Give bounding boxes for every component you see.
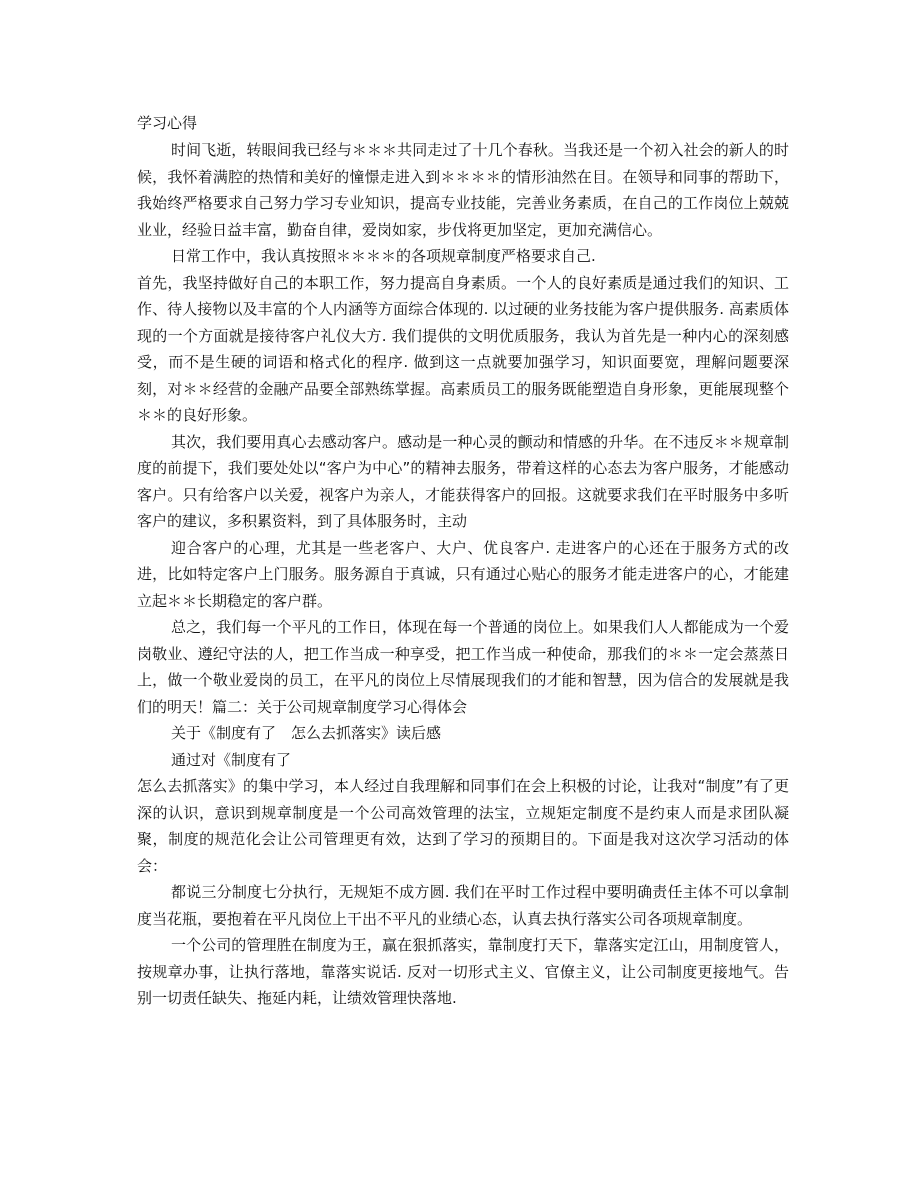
paragraph-5: 迎合客户的心理，尤其是一些老客户、大户、优良客户. 走进客户的心还在于服务方式的改进，比如特定客户上门服务。服务源自于真诚，只有通过心贴心的服务才能走进客户的心，才能建立起＊＊长期稳定的客户群。 xyxy=(137,538,789,610)
document-title: 学习心得 xyxy=(137,114,198,132)
document-body xyxy=(137,111,789,1012)
paragraph-10: 都说三分制度七分执行，无规矩不成方圆. 我们在平时工作过程中要明确责任主体不可以拿制度当花瓶，要抱着在平凡岗位上干出不平凡的业绩心态，认真去执行落实公司各项规章制度。 xyxy=(137,883,789,928)
paragraph-7: 关于《制度有了 怎么去抓落实》读后感 xyxy=(171,724,442,742)
paragraph-6: 总之，我们每一个平凡的工作日，体现在每一个普通的岗位上。如果我们人人都能成为一个爱岗敬业、遵纪守法的人，把工作当成一种享受，把工作当成一种使命，那我们的＊＊一定会蒸蒸日上，做一个敬业爱岗的员工，在平凡的岗位上尽情展现我们的才能和智慧，因为信合的发展就是我们的明天！篇二：关于公司规章制度学习心得体会 xyxy=(137,618,789,716)
paragraph-2: 日常工作中，我认真按照＊＊＊＊的各项规章制度严格要求自己. xyxy=(171,247,596,265)
paragraph-11: 一个公司的管理胜在制度为王，赢在狠抓落实，靠制度打天下，靠落实定江山，用制度管人，按规章办事，让执行落地，靠落实说话. 反对一切形式主义、官僚主义，让公司制度更接地气。告别一切责任缺失、拖延内耗，让绩效管理快落地. xyxy=(137,936,789,1007)
paragraph-1: 时间飞逝，转眼间我已经与＊＊＊共同走过了十几个春秋。当我还是一个初入社会的新人的时候，我怀着满腔的热情和美好的憧憬走进入到＊＊＊＊的情形油然在目。在领导和同事的帮助下，我始终严格要求自己努力学习专业知识，提高专业技能，完善业务素质，在自己的工作岗位上兢兢业业，经验日益丰富，勤奋自律，爱岗如家，步伐将更加坚定，更加充满信心。 xyxy=(137,141,789,239)
paragraph-3: 首先，我坚持做好自己的本职工作，努力提高自身素质。一个人的良好素质是通过我们的知识、工作、待人接物以及丰富的个人内涵等方面综合体现的. 以过硬的业务技能为客户提供服务. 高素质体现的一个方面就是接待客户礼仪大方. 我们提供的文明优质服务，我认为首先是一种内心的深刻感受，而不是生硬的词语和格式化的程序. 做到这一点就要加强学习，知识面要宽，理解问题要深刻，对＊＊经营的金融产品要全部熟练掌握。高素质员工的服务既能塑造自身形象，更能展现整个＊＊的良好形象。 xyxy=(137,273,789,424)
paragraph-8: 通过对《制度有了 xyxy=(171,750,292,769)
paragraph-9: 怎么去抓落实》的集中学习，本人经过自我理解和同事们在会上积极的讨论，让我对“制度”有了更深的认识，意识到规章制度是一个公司高效管理的法宝，立规矩定制度不是约束人而是求团队凝聚，制度的规范化会让公司管理更有效，达到了学习的预期目的。下面是我对这次学习活动的体会： xyxy=(137,777,789,875)
paragraph-4: 其次，我们要用真心去感动客户。感动是一种心灵的颤动和情感的升华。在不违反＊＊规章制度的前提下，我们要处处以“客户为中心”的精神去服务，带着这样的心态去为客户服务，才能感动客户。只有给客户以关爱，视客户为亲人，才能获得客户的回报。这就要求我们在平时服务中多听客户的建议，多积累资料，到了具体服务时，主动 xyxy=(137,432,789,530)
